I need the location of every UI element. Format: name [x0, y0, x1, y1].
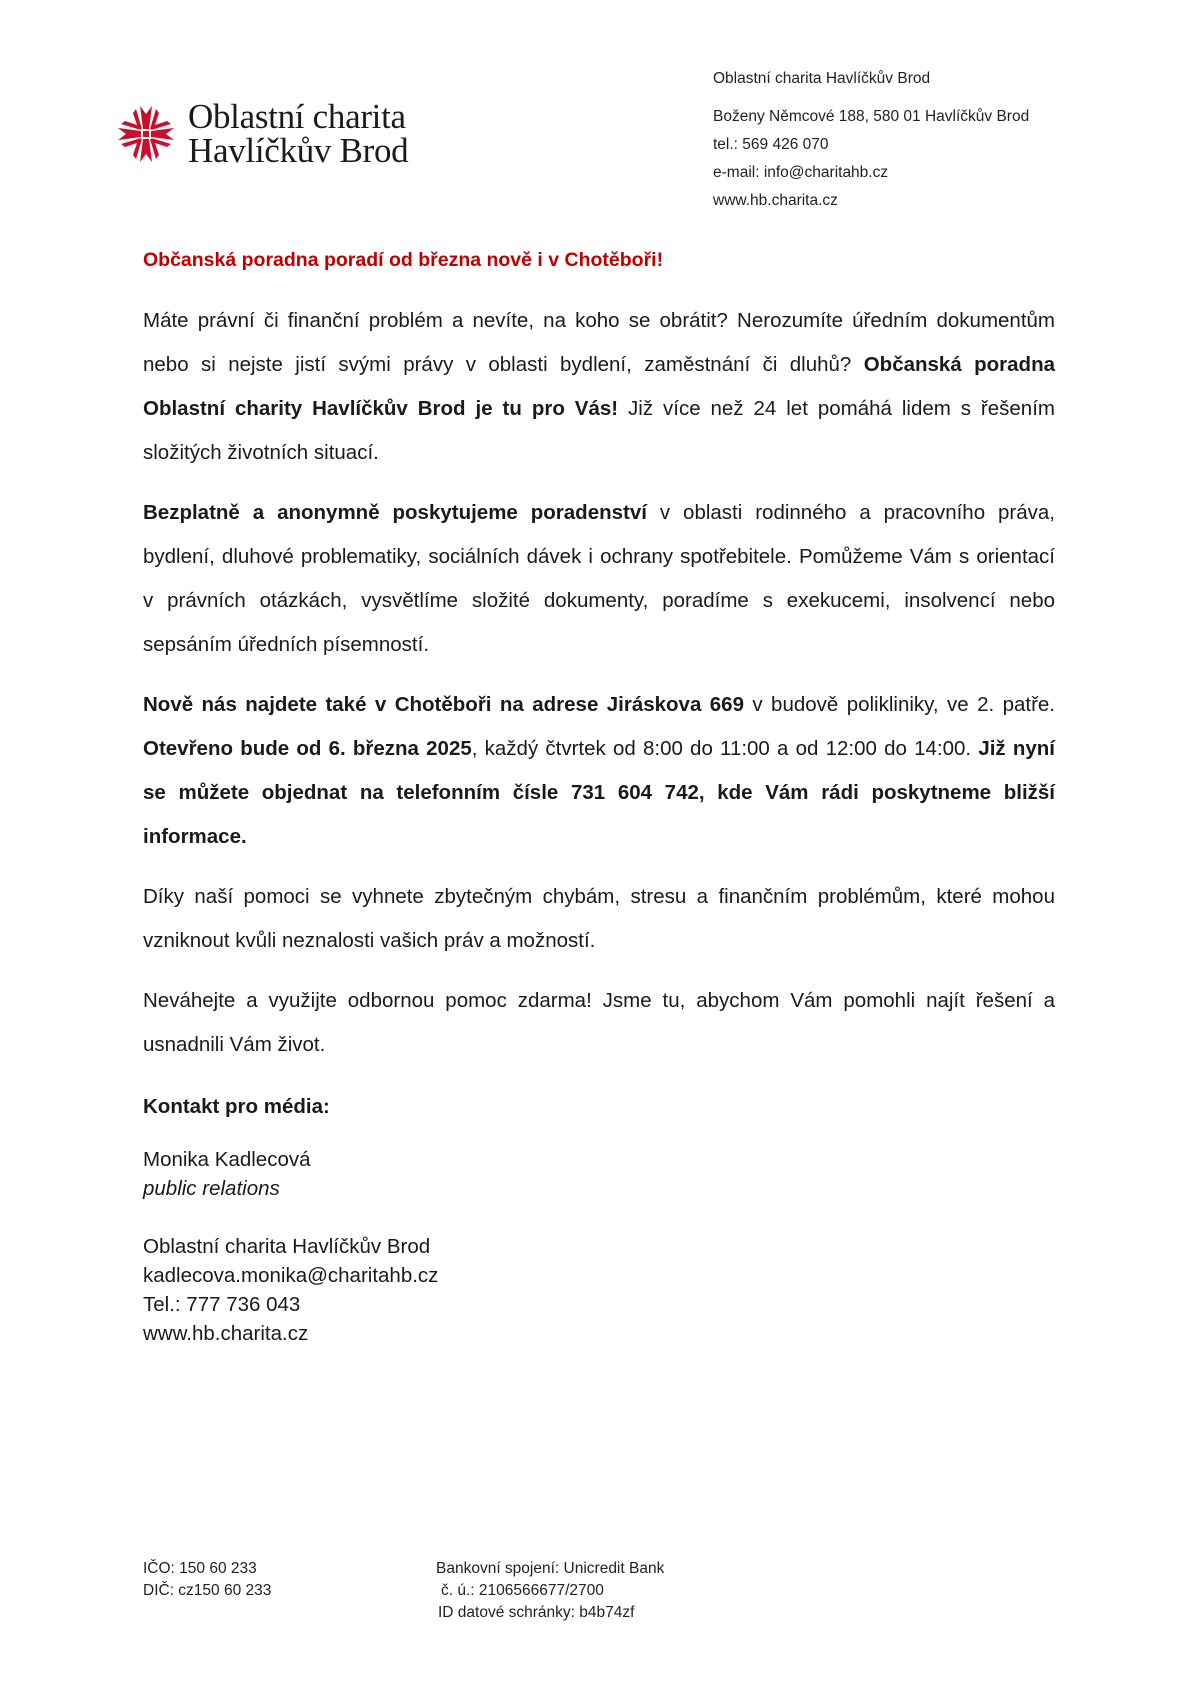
- contact-org: Oblastní charita Havlíčkův Brod: [143, 1235, 431, 1258]
- contact-web: www.hb.charita.cz: [143, 1322, 309, 1345]
- paragraph-benefits: Díky naší pomoci se vyhnete zbytečným chybám, stresu a finančním problémům, které mohou vzniknout kvůli neznalosti vašich práv a možností.: [143, 885, 1055, 952]
- location-text-2: , každý čtvrtek od 8:00 do 11:00 a od 12:00 do 14:00.: [471, 737, 979, 760]
- contact-email: kadlecova.monika@charitahb.cz: [143, 1264, 439, 1287]
- intro-text-1: Máte právní či finanční problém a nevíte, na koho se obrátit? Nerozumíte úředním dokumentům nebo si nejste jistí svými právy v oblasti bydlení, zaměstnání či dluhů?: [143, 309, 1055, 376]
- paragraph-services: [143, 491, 1055, 667]
- contact-phone: Tel.: 777 736 043: [143, 1293, 301, 1316]
- header-email: e-mail: info@charitahb.cz: [713, 164, 889, 181]
- footer-ids: [143, 1558, 271, 1602]
- press-release-title: Občanská poradna poradí od března nově i v Chotěboři!: [143, 249, 664, 271]
- footer-bank-name: Bankovní spojení: Unicredit Bank: [436, 1560, 665, 1577]
- press-release-body: [143, 246, 1055, 1348]
- location-bold-3: Již nyní se můžete objednat na telefonním čísle 731 604 742, kde Vám rádi poskytneme bližší informace.: [143, 737, 1055, 848]
- logo-line-2: Havlíčkův Brod: [188, 131, 409, 170]
- header-phone: tel.: 569 426 070: [713, 136, 829, 153]
- location-bold-2: Otevřeno bude od 6. března 2025: [143, 737, 472, 760]
- contact-heading: Kontakt pro média:: [143, 1095, 330, 1118]
- caritas-cross-icon: [116, 104, 176, 164]
- services-bold: Bezplatně a anonymně poskytujeme poradenství: [143, 501, 647, 524]
- paragraph-intro: [143, 299, 1055, 475]
- footer-dic: DIČ: cz150 60 233: [143, 1582, 272, 1599]
- paragraph-location: [143, 683, 1055, 859]
- header-web: www.hb.charita.cz: [713, 192, 838, 209]
- services-text: v oblasti rodinného a pracovního práva, bydlení, dluhové problematiky, sociálních dávek i ochrany spotřebitele. Pomůžeme Vám s orientací v právních otázkách, vysvětlíme složité dokumenty, poradíme s exekucemi, insolvencí nebo sepsáním úředních písemností.: [143, 501, 1055, 656]
- contact-name: Monika Kadlecová: [143, 1148, 311, 1171]
- footer-ico: IČO: 150 60 233: [143, 1560, 257, 1577]
- location-text-1: v budově polikliniky, ve 2. patře.: [743, 693, 1055, 716]
- footer-account: č. ú.: 2106566677/2700: [441, 1582, 604, 1599]
- footer-bank: [436, 1558, 664, 1624]
- intro-bold: Občanská poradna Oblastní charity Havlíčkův Brod je tu pro Vás!: [143, 353, 1055, 420]
- logo-wordmark: [188, 97, 409, 170]
- header-org: Oblastní charita Havlíčkův Brod: [713, 70, 931, 87]
- location-bold-1: Nově nás najdete také v Chotěboři na adrese Jiráskova 669: [143, 693, 744, 716]
- contact-block: [143, 1145, 1055, 1348]
- intro-text-2: Již více než 24 let pomáhá lidem s řešením složitých životních situací.: [143, 397, 1055, 464]
- logo: [116, 97, 409, 170]
- logo-line-1: Oblastní charita: [188, 97, 406, 136]
- contact-role: public relations: [143, 1177, 280, 1200]
- footer-databox: ID datové schránky: b4b74zf: [438, 1604, 635, 1621]
- paragraph-invitation: Neváhejte a využijte odbornou pomoc zdarma! Jsme tu, abychom Vám pomohli najít řešení a usnadnili Vám život.: [143, 989, 1055, 1056]
- header-address: Boženy Němcové 188, 580 01 Havlíčkův Brod: [713, 108, 1030, 125]
